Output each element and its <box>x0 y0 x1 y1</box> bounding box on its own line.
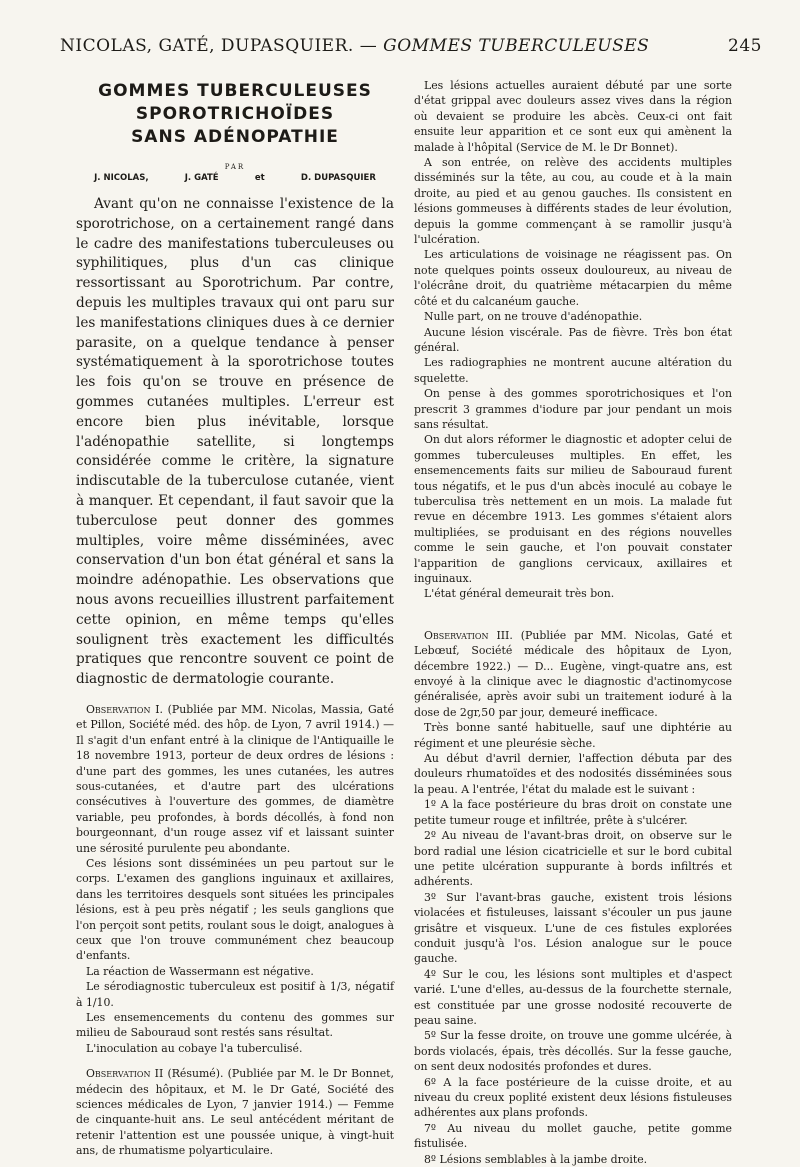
obs2-label: Observation II <box>86 1067 164 1081</box>
obs3-item-4: 4º Sur le cou, les lésions sont multiples et d'aspect varié. L'une d'elles, au-dessus de la fourchette sternale, est constituée par une grosse nodosité recouverte de peau saine. <box>414 967 732 1027</box>
obs3-item-2: 2º Au niveau de l'avant-bras droit, on observe sur le bord radial une lésion cicatricielle et sur le bord cubital une petite ulcération suppurante à bords infiltrés et adhérents. <box>414 829 732 889</box>
obs1-paragraph-3: La réaction de Wassermann est négative. <box>86 964 314 978</box>
obs2-paragraph-9: On dut alors réformer le diagnostic et adopter celui de gommes tuberculeuses multiples. En effet, les ensemencements faits sur milieu de Sabouraud furent tous négatifs, et le pus d'un abcès inoculé au cobaye le tuberculisa très nettement en un mois. La malade fut revue en décembre 1913. Les gommes s'étaient alors multipliées, se produisant en des régions nouvelles comme le sein gauche, et l'on pouvait constater l'apparition de ganglions cervicaux, axillaires et inguinaux. <box>414 433 732 585</box>
right-column <box>414 78 732 1167</box>
obs2-paragraph-6: Aucune lésion viscérale. Pas de fièvre. Très bon état général. <box>414 325 732 354</box>
article-title-line-2: SPOROTRICHOÏDES <box>135 104 335 124</box>
author-dupasquier: D. DUPASQUIER <box>300 173 376 183</box>
obs1-label: Observation I. <box>86 702 163 716</box>
obs3-paragraph-1: (Publiée par MM. Nicolas, Gaté et Lebœuf, Société médicale des hôpitaux de Lyon, décembre 1922.) — D... Eugène, vingt-quatre ans, est envoyé à la clinique avec le diagnostic d'actinomycose généralisée, après avoir subi un traitement ioduré à la dose de 2gr,50 par jour, demeuré inefficace. <box>414 628 732 719</box>
obs3-item-7: 7º Au niveau du mollet gauche, petite gomme fistulisée. <box>414 1121 732 1151</box>
article-title-line-3: SANS ADÉNOPATHIE <box>131 127 339 147</box>
obs1-paragraph-4: Le sérodiagnostic tuberculeux est positif à 1/3, négatif à 1/10. <box>76 980 394 1009</box>
byline-par: PAR <box>224 163 246 171</box>
obs2-paragraph-4: Les articulations de voisinage ne réagissent pas. On note quelques points osseux douloureux, au niveau de l'olécrâne droit, du quatrième métacarpien du même côté et du calcanéum gauche. <box>414 248 732 308</box>
obs2-paragraph-3: A son entrée, on relève des accidents multiples disséminés sur la tête, au cou, au coude et à la main droite, au pied et au genou gauches. Ils consistent en lésions gommeuses à différents stades de leur évolution, depuis la gomme commençant à se ramollir jusqu'à l'ulcération. <box>414 156 732 247</box>
author-gate: J. GATÉ <box>184 173 219 183</box>
obs3-paragraph-3: Au début d'avril dernier, l'affection débuta par des douleurs rhumatoïdes et des nodosités disséminées sous la peau. A l'entrée, l'état du malade est le suivant : <box>414 752 732 796</box>
obs1-paragraph-5: Les ensemencements du contenu des gommes sur milieu de Sabouraud sont restés sans résultat. <box>76 1011 394 1040</box>
observation-2-start <box>76 1066 394 1158</box>
article-title-line-1: GOMMES TUBERCULEUSES <box>98 81 372 101</box>
article-title <box>76 80 394 149</box>
header-authors: NICOLAS, GATÉ, DUPASQUIER. <box>60 36 354 56</box>
header-title: GOMMES TUBERCULEUSES <box>383 36 650 56</box>
obs2-paragraph-5: Nulle part, on ne trouve d'adénopathie. <box>424 310 643 324</box>
obs2-paragraph-7: Les radiographies ne montrent aucune altération du squelette. <box>414 356 732 385</box>
page-number: 245 <box>728 36 762 56</box>
author-conjunction: et <box>254 173 265 183</box>
obs1-paragraph-6: L'inoculation au cobaye l'a tuberculisé. <box>86 1041 303 1055</box>
observation-2-continued <box>414 78 732 602</box>
author-nicolas: J. NICOLAS, <box>94 173 149 183</box>
obs3-item-6: 6º A la face postérieure de la cuisse droite, et au niveau du creux poplité existent deux lésions fistuleuses adhérentes aux plans profonds. <box>414 1075 732 1120</box>
intro-paragraph: Avant qu'on ne connaisse l'existence de la sporotrichose, on a certainement rangé dans le cadre des manifestations tuberculeuses ou syphilitiques, plus d'un cas clinique ressortissant au Sporotrichum. Par contre, depuis les multiples travaux qui ont paru sur les manifestations cliniques dues à ce dernier parasite, on a quelque tendance à penser systématiquement à la sporotrichose toutes les fois qu'on se trouve en présence de gommes cutanées multiples. L'erreur est encore bien plus inévitable, lorsque l'adénopathie satellite, si longtemps considérée comme le critère, la signature indiscutable de la tuberculose cutanée, vient à manquer. Et cependant, il faut savoir que la tuberculose peut donner des gommes multiples, voire même disséminées, avec conservation d'un bon état général et sans la moindre adénopathie. Les observations que nous avons recueillies illustrent parfaitement cette opinion, en même temps qu'elles soulignent très exactement les difficultés pratiques que rencontre souvent ce point de diagnostic de dermatologie courante. <box>76 196 394 688</box>
observation-3 <box>414 628 732 1167</box>
obs3-item-8: 8º Lésions semblables à la jambe droite. <box>424 1152 648 1166</box>
header-dash: — <box>359 36 378 56</box>
obs2-paragraph-1: (Résumé). (Publiée par M. le Dr Bonnet, médecin des hôpitaux, et M. le Dr Gaté, Société des sciences médicales de Lyon, 7 janvier 1914.) — Femme de cinquante-huit ans. Le seul antécédent méritant de retenir l'attention est une poussée unique, à vingt-huit ans, de rhumatisme polyarticulaire. <box>76 1067 394 1158</box>
obs3-item-1: 1º A la face postérieure du bras droit on constate une petite tumeur rouge et infiltrée, prête à s'ulcérer. <box>414 798 732 827</box>
obs3-label: Observation III. <box>424 628 513 642</box>
obs3-item-3: 3º Sur l'avant-bras gauche, existent trois lésions violacées et fistuleuses, laissant s'écouler un pus jaune grisâtre et visqueux. L'une de ces fistules explorées conduit jusqu'à l'os. Lésion analogue sur le pouce gauche. <box>414 890 732 966</box>
obs2-paragraph-10: L'état général demeurait très bon. <box>424 587 615 601</box>
left-column <box>76 78 394 1159</box>
obs2-paragraph-2: Les lésions actuelles auraient débuté par une sorte d'état grippal avec douleurs assez vives dans la région où devaient se produire les abcès. Ceux-ci ont fait ensuite leur apparition et ce sont eux qui amènent la malade à l'hôpital (Service de M. le Dr Bonnet). <box>414 79 732 154</box>
obs1-paragraph-1: (Publiée par MM. Nicolas, Massia, Gaté et Pillon, Société méd. des hôp. de Lyon, 7 avril 1914.) — Il s'agit d'un enfant entré à la clinique de l'Antiquaille le 18 novembre 1913, porteur de deux ordres de lésions : d'une part des gommes, les unes cutanées, les autres sous-cutanées, et d'autre part des ulcérations consécutives à l'ouverture des gommes, de diamètre variable, peu profondes, à bords décollés, à fond non bourgeonnant, d'un rouge assez vif et laissant suinter une sérosité purulente peu abondante. <box>76 702 394 855</box>
obs3-paragraph-2: Très bonne santé habituelle, sauf une diphtérie au régiment et une pleurésie sèche. <box>414 721 732 750</box>
obs3-item-5: 5º Sur la fesse droite, on trouve une gomme ulcérée, à bords violacés, épais, très décollés. Sur la fesse gauche, on sent deux nodosités profondes et dures. <box>414 1029 732 1074</box>
observation-1 <box>76 702 394 1056</box>
obs1-paragraph-2: Ces lésions sont disséminées un peu partout sur le corps. L'examen des ganglions inguinaux et axillaires, dans les territoires desquels sont situées les principales lésions, est à peu près négatif ; les seuls ganglions que l'on perçoit sont petits, roulant sous le doigt, analogues à ceux que l'on trouve communément chez beaucoup d'enfants. <box>76 856 394 963</box>
author-line <box>76 173 394 183</box>
running-header <box>60 36 762 56</box>
obs2-paragraph-8: On pense à des gommes sporotrichosiques et l'on prescrit 3 grammes d'iodure par jour pendant un mois sans résultat. <box>414 387 732 431</box>
